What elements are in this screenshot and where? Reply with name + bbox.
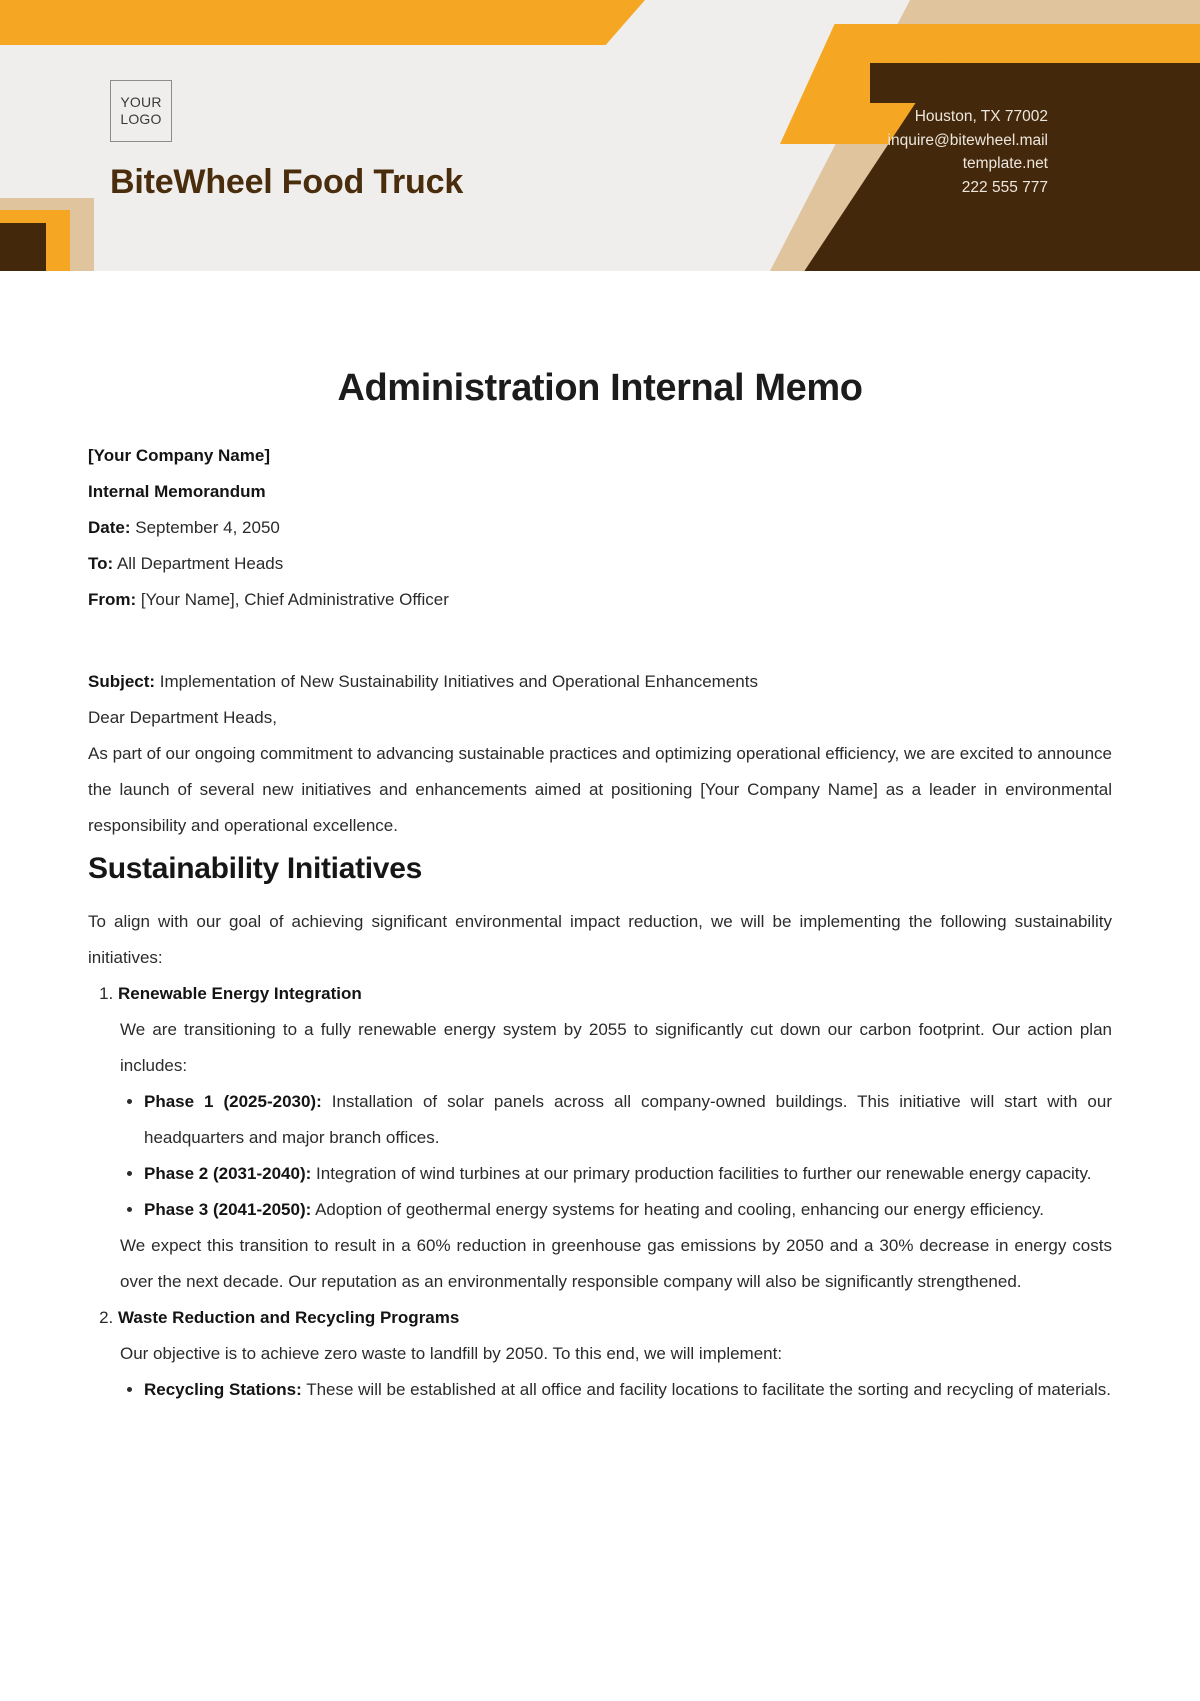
bullet-text: These will be established at all office and facility locations to facilitate the sorting and recycling of materials. [306,1380,1111,1399]
header-decoration-corner-brown-square [0,223,46,271]
meta-from [88,582,1112,618]
list-item [118,976,1112,1300]
logo-placeholder [110,80,172,142]
meta-date-label: Date: [88,518,131,537]
meta-to-label: To: [88,554,114,573]
meta-body-spacer [88,618,1112,664]
initiative-title: Renewable Energy Integration [118,984,362,1003]
phase-text: Adoption of geothermal energy systems for heating and cooling, enhancing our energy efficiency. [315,1200,1045,1219]
meta-to [88,546,1112,582]
section-lead-paragraph: To align with our goal of achieving significant environmental impact reduction, we will be implementing the following sustainability initiatives: [88,912,1112,967]
page-title: Administration Internal Memo [337,367,863,409]
contact-info-block [888,105,1048,199]
phase-text: Integration of wind turbines at our primary production facilities to further our renewable energy capacity. [316,1164,1092,1183]
section-heading-sustainability: Sustainability Initiatives [88,852,422,885]
bullet-label: Recycling Stations: [144,1380,302,1399]
phase-bullet-list [118,1084,1112,1228]
list-item [144,1156,1112,1192]
waste-bullet-list [118,1372,1112,1408]
initiative-description: We are transitioning to a fully renewable energy system by 2055 to significantly cut down our carbon footprint. Our action plan includes: [120,1020,1112,1075]
meta-from-value: [Your Name], Chief Administrative Officer [140,590,449,609]
logo-line-1: YOUR [120,94,162,111]
meta-date [88,510,1112,546]
initiative-description: Our objective is to achieve zero waste to landfill by 2050. To this end, we will implement: [120,1344,783,1363]
list-item [144,1372,1112,1408]
phase-label: Phase 1 (2025-2030): [144,1092,322,1111]
subject-value: Implementation of New Sustainability Initiatives and Operational Enhancements [159,672,758,691]
page-header [0,0,1200,271]
meta-date-value: September 4, 2050 [135,518,280,537]
intro-paragraph: As part of our ongoing commitment to advancing sustainable practices and optimizing operational efficiency, we are excited to announce the launch of several new initiatives and enhancements aimed at positioning [Your Company Name] as a leader in environmental responsibility and operational excellence. [88,744,1112,835]
subject-line [88,664,1112,700]
company-name: BiteWheel Food Truck [110,163,464,201]
header-decoration-top-orange-bar [0,0,645,45]
meta-company-name [88,438,1112,474]
initiative-title: Waste Reduction and Recycling Programs [118,1308,460,1327]
meta-doc-type [88,474,1112,510]
meta-from-label: From: [88,590,137,609]
logo-line-2: LOGO [120,111,162,127]
contact-phone: 222 555 777 [961,178,1048,196]
document-body [0,367,1200,1408]
phase-text: Installation of solar panels across all company-owned buildings. This initiative will start with our headquarters and major branch offices. [144,1092,1112,1147]
list-item [144,1192,1112,1228]
phase-label: Phase 3 (2041-2050): [144,1200,312,1219]
contact-website: template.net [962,155,1048,173]
contact-address: Houston, TX 77002 [914,108,1048,125]
list-item [144,1084,1112,1156]
initiative-closing-paragraph: We expect this transition to result in a 60% reduction in greenhouse gas emissions by 2050 and a 30% decrease in energy costs over the next decade. Our reputation as an environmentally responsible company will also be significantly strengthened. [120,1236,1112,1291]
initiatives-list [88,976,1112,1408]
subject-label: Subject: [88,672,156,691]
meta-company-name-value: [Your Company Name] [88,446,270,465]
meta-to-value: All Department Heads [116,554,284,573]
phase-label: Phase 2 (2031-2040): [144,1164,312,1183]
salutation: Dear Department Heads, [88,708,277,727]
contact-email: inquire@bitewheel.mail [887,131,1048,149]
list-item [118,1300,1112,1408]
meta-doc-type-value: Internal Memorandum [88,482,266,501]
